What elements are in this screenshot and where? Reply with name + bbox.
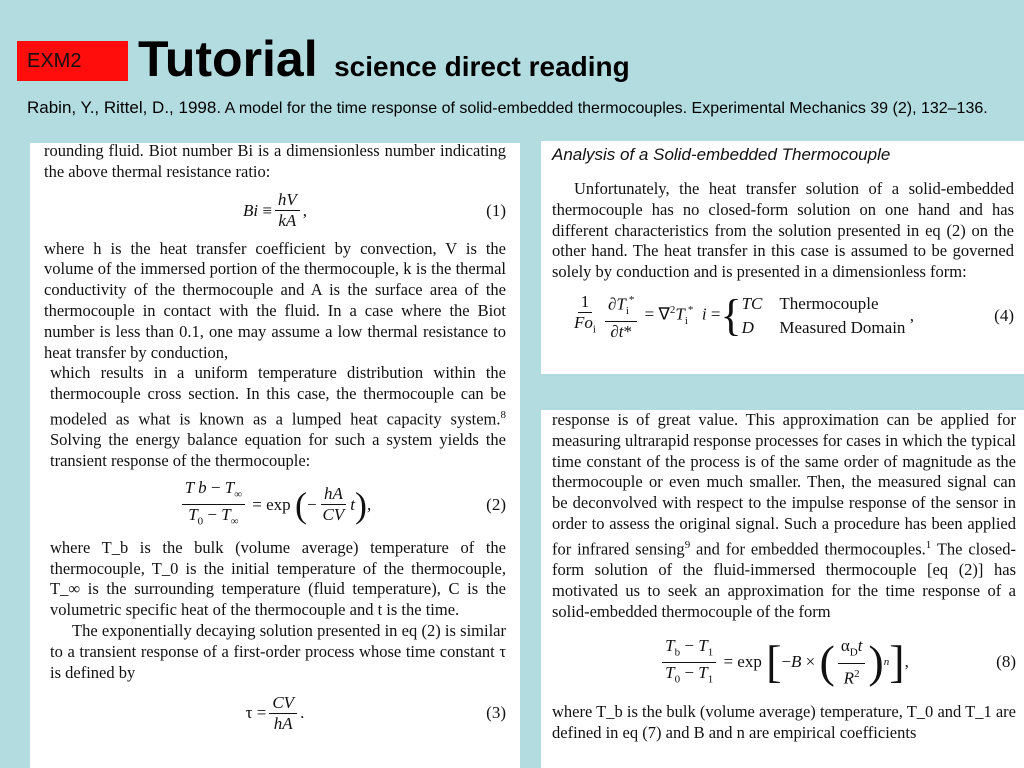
equation-1: Bi ≡ $\frac{hV}{kA}$ , (1)	[242, 190, 506, 231]
left-paper-excerpt	[30, 143, 520, 768]
equation-8-number: (8)	[996, 652, 1016, 672]
equation-4: $\frac{1}{Fo_i}$ $\frac{\partial T_i^*}{\partial t*}$ = $\nabla^2T_i^*$ i = { TC Thermocouple D Measured Domain , (4)	[574, 290, 1014, 341]
exm2-badge: EXM2	[17, 41, 128, 81]
equation-2-number: (2)	[486, 494, 506, 514]
right-bottom-paragraph-1: response is of great value. This approximation can be applied for measuring ultrarapid response processes for cases in which the typical time constant of the process is of the same order of magnitude as the thermocouple or even much smaller. Then, the measured signal can be deconvolved with respect to the impulse response of the sensor in order to assess the original signal. Such a procedure has been applied for infrared sensing$^9$ and for embedded thermocouples.$^1$ The closed-form solution of the fluid-immersed thermocouple [eq (2)] has motivated us to seek an approximation for the time response of a solid-embedded thermocouple of the form	[552, 410, 1016, 621]
equation-3: τ = $\frac{CV}{hA}$ . (3)	[245, 692, 506, 733]
right-bottom-paper-excerpt	[541, 410, 1024, 768]
citation	[27, 97, 1017, 120]
section-heading: Analysis of a Solid-embedded Thermocouple	[552, 145, 891, 164]
left-paragraph-5: The exponentially decaying solution presented in eq (2) is similar to a transient response of a first-order process whose time constant τ is defined by	[50, 621, 506, 682]
left-paragraph-2: where h is the heat transfer coefficient by convection, V is the volume of the immersed portion of the thermocouple, k is the thermal conductivity of the thermocouple and A is the surface area of the thermocouple in contact with the fluid. In a case where the Biot number is less than 0.1, one may assume a low thermal resistance to heat transfer by conduction,	[44, 238, 506, 362]
right-top-paper-excerpt	[541, 141, 1024, 374]
citation-details: A model for the time response of solid-embedded thermocouples. Experimental Mechanics 39 (2), 132–136.	[221, 100, 988, 117]
title-subtitle: science direct reading	[334, 51, 630, 82]
left-paragraph-1: rounding fluid. Biot number Bi is a dimensionless number indicating the above thermal resistance ratio:	[44, 143, 506, 181]
left-paragraph-3: which results in a uniform temperature distribution within the thermocouple cross section. In this case, the thermocouple can be modeled as what is known as a lumped heat capacity system.$^8$ Solving the energy balance equation for such a system yields the transient response of the thermocouple:	[50, 363, 506, 471]
slide-title	[138, 30, 630, 88]
title-main: Tutorial	[138, 31, 318, 87]
equation-1-number: (1)	[486, 200, 506, 220]
equation-8: $\frac{T_b - T_1}{T_0 - T_1}$ = exp [ −B × ( $\frac{\alpha_Dt}{R^2}$ ) n ] , (8)	[552, 622, 1016, 702]
right-bottom-paragraph-2: where T_b is the bulk (volume average) temperature, T_0 and T_1 are defined in eq (7) and B and n are empirical coefficients	[552, 702, 1016, 743]
citation-authors: Rabin, Y., Rittel, D., 1998.	[27, 98, 222, 117]
equation-4-number: (4)	[994, 305, 1014, 325]
right-top-paragraph: Unfortunately, the heat transfer solution of a solid-embedded thermocouple has no closed-form solution on one hand and has different characteristics from the solution presented in eq (2) on the other hand. The heat transfer in this case is assumed to be governed solely by conduction and is presented in a dimensionless form:	[552, 179, 1014, 282]
equation-3-number: (3)	[486, 703, 506, 723]
equation-2: $\frac{T b - T_\infty}{T_0 - T_\infty}$ = exp ( − $\frac{hA}{CV}$ t ) , (2)	[44, 472, 506, 538]
left-paragraph-4: where T_b is the bulk (volume average) temperature of the thermocouple, T_0 is the initial temperature of the thermocouple, T_∞ is the surrounding temperature (fluid temperature), C is the volumetric specific heat of the thermocouple and t is the time.	[50, 537, 506, 620]
